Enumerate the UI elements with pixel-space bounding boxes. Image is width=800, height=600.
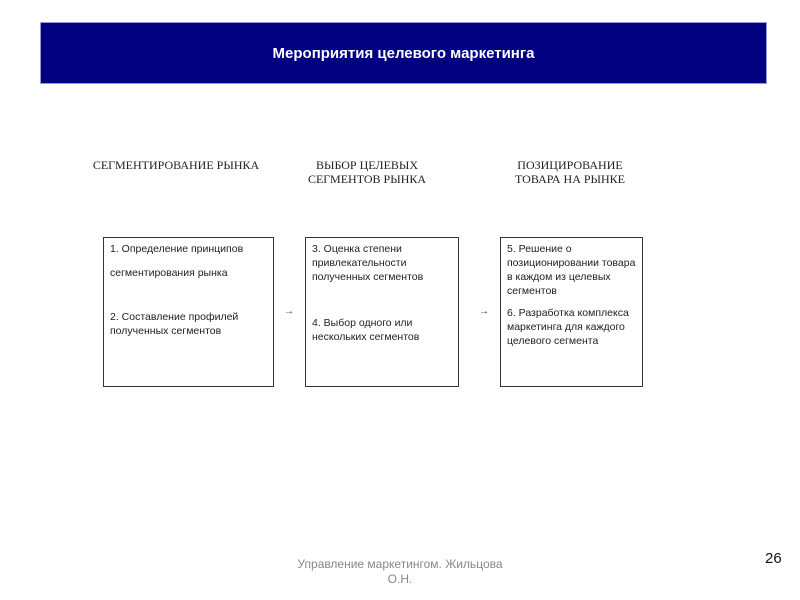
item-1: 1. Определение принципов	[110, 243, 244, 255]
box-segmentation	[103, 237, 274, 387]
arrow-icon: →	[284, 306, 294, 317]
title-bar	[40, 22, 767, 84]
header-target-selection: ВЫБОР ЦЕЛЕВЫХ СЕГМЕНТОВ РЫНКА	[307, 158, 427, 186]
header-segmentation: СЕГМЕНТИРОВАНИЕ РЫНКА	[92, 158, 260, 172]
item-2: 2. Составление профилей полученных сегментов	[110, 311, 239, 337]
item-4: 4. Выбор одного или нескольких сегментов	[312, 317, 420, 343]
item-3: 3. Оценка степени привлекательности полученных сегментов	[312, 243, 424, 283]
item-5: 5. Решение о позиционировании товара в каждом из целевых сегментов	[507, 243, 636, 297]
box-target-selection	[305, 237, 459, 387]
arrow-icon: →	[479, 306, 489, 317]
page-number: 26	[765, 550, 782, 567]
box-positioning	[500, 237, 643, 387]
item-6: 6. Разработка комплекса маркетинга для каждого целевого сегмента	[507, 307, 629, 347]
footer-line1: Управление маркетингом. Жильцова	[297, 557, 503, 571]
footer	[270, 557, 530, 587]
header-positioning: ПОЗИЦИРОВАНИЕ ТОВАРА НА РЫНКЕ	[514, 158, 626, 186]
slide-title: Мероприятия целевого маркетинга	[272, 44, 535, 62]
footer-line2: О.Н.	[387, 572, 413, 586]
item-1-cont: сегментирования рынка	[110, 267, 228, 279]
